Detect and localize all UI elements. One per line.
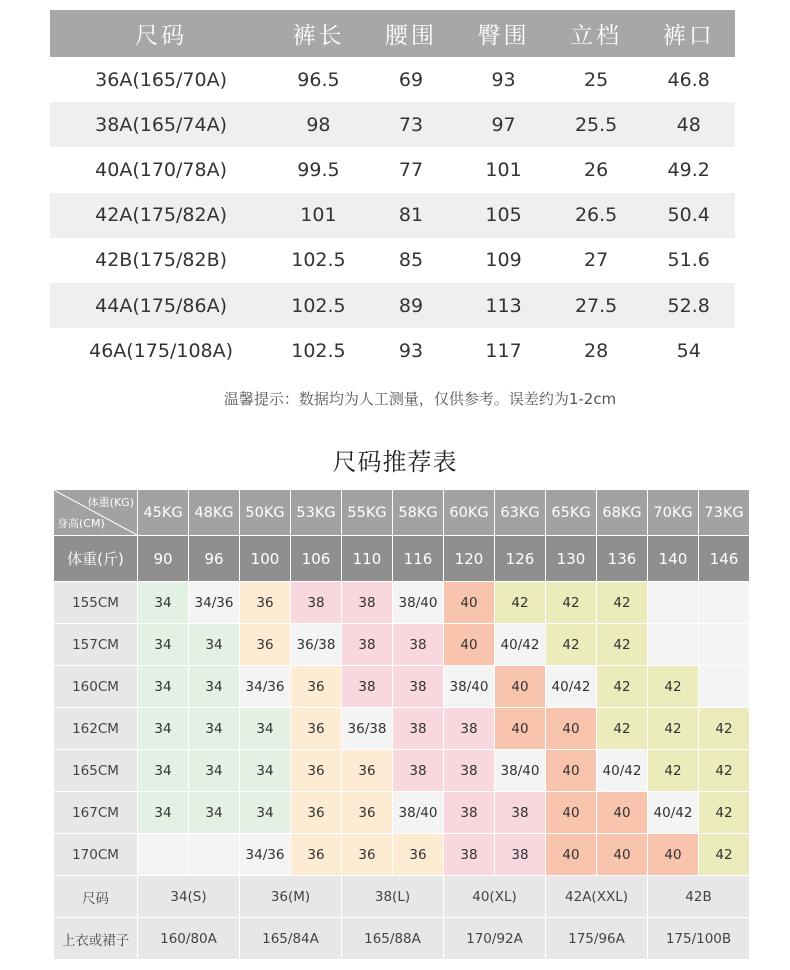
weight-jin-header: 100 bbox=[240, 536, 290, 581]
recommended-size-cell: 42 bbox=[699, 792, 749, 833]
weight-kg-header: 63KG bbox=[495, 490, 545, 535]
size-table-cell: 42B(175/82B) bbox=[95, 249, 228, 272]
size-table-cell: 42A(175/82A) bbox=[50, 193, 272, 238]
recommended-size-cell: 34 bbox=[189, 624, 239, 665]
recommended-size-cell: 38 bbox=[393, 624, 443, 665]
height-label: 155CM bbox=[54, 582, 137, 623]
recommended-size-cell: 34 bbox=[138, 666, 188, 707]
recommended-size-cell: 38 bbox=[393, 750, 443, 791]
recommended-size-cell: 34 bbox=[138, 708, 188, 749]
top-size-cell: 175/100B bbox=[648, 918, 749, 959]
recommended-size-cell: 42 bbox=[648, 708, 698, 749]
recommended-size-cell: 42 bbox=[546, 624, 596, 665]
recommended-size-cell: 34 bbox=[189, 750, 239, 791]
recommended-size-cell: 40/42 bbox=[597, 750, 647, 791]
recommended-size-cell: 36 bbox=[240, 624, 290, 665]
size-table-cell: 27.5 bbox=[550, 283, 643, 328]
size-table-cell: 27 bbox=[584, 249, 609, 272]
corner-weight-label: 体重(KG) bbox=[87, 496, 134, 509]
corner-header-cell bbox=[54, 490, 137, 535]
corner-height-label: 身高(CM) bbox=[57, 517, 105, 530]
weight-jin-header: 126 bbox=[495, 536, 545, 581]
size-table-cell: 102.5 bbox=[291, 339, 346, 362]
weight-kg-header: 68KG bbox=[597, 490, 647, 535]
weight-jin-label: 体重(斤) bbox=[54, 536, 137, 581]
recommended-size-cell: 36 bbox=[240, 582, 290, 623]
top-size-cell: 170/92A bbox=[444, 918, 545, 959]
recommended-size-cell bbox=[648, 582, 698, 623]
top-size-cell: 175/96A bbox=[546, 918, 647, 959]
recommended-size-cell: 40/42 bbox=[495, 624, 545, 665]
header-hip: 臀围 bbox=[457, 10, 550, 57]
size-table-header-row bbox=[50, 10, 735, 57]
weight-kg-header: 60KG bbox=[444, 490, 494, 535]
recommended-size-cell: 42 bbox=[597, 708, 647, 749]
weight-jin-header: 116 bbox=[393, 536, 443, 581]
height-label: 160CM bbox=[54, 666, 137, 707]
size-table-cell: 46A(175/108A) bbox=[89, 339, 234, 362]
weight-kg-header: 53KG bbox=[291, 490, 341, 535]
height-label: 167CM bbox=[54, 792, 137, 833]
size-recommendation-grid bbox=[54, 490, 749, 959]
top-size-cell: 165/84A bbox=[240, 918, 341, 959]
size-table-cell: 51.6 bbox=[667, 249, 710, 272]
size-table-cell: 101 bbox=[485, 158, 522, 181]
recommended-size-cell: 34/36 bbox=[240, 666, 290, 707]
size-table-row bbox=[50, 238, 735, 283]
size-table-cell: 98 bbox=[272, 102, 365, 147]
recommended-size-cell: 40 bbox=[546, 792, 596, 833]
size-table-cell: 52.8 bbox=[642, 283, 735, 328]
recommended-size-cell bbox=[648, 624, 698, 665]
recommended-size-cell: 36/38 bbox=[291, 624, 341, 665]
recommended-size-cell: 40 bbox=[495, 666, 545, 707]
recommended-size-cell: 38/40 bbox=[444, 666, 494, 707]
recommended-size-cell: 34 bbox=[240, 708, 290, 749]
height-label: 162CM bbox=[54, 708, 137, 749]
recommended-size-cell: 42 bbox=[495, 582, 545, 623]
recommended-size-cell: 38/40 bbox=[393, 582, 443, 623]
weight-kg-header: 55KG bbox=[342, 490, 392, 535]
weight-jin-header: 120 bbox=[444, 536, 494, 581]
size-table-cell: 36A(165/70A) bbox=[95, 68, 227, 91]
recommended-size-cell: 36 bbox=[291, 666, 341, 707]
header-pant-length: 裤长 bbox=[272, 10, 365, 57]
recommended-size-cell: 40 bbox=[444, 582, 494, 623]
recommended-size-cell: 38 bbox=[495, 792, 545, 833]
size-group-cell: 38(L) bbox=[342, 876, 443, 917]
size-group-cell: 42A(XXL) bbox=[546, 876, 647, 917]
weight-kg-header: 58KG bbox=[393, 490, 443, 535]
recommended-size-cell: 34 bbox=[240, 750, 290, 791]
recommended-size-cell: 40 bbox=[546, 708, 596, 749]
weight-jin-header: 146 bbox=[699, 536, 749, 581]
size-row-label: 尺码 bbox=[54, 876, 137, 917]
recommended-size-cell bbox=[699, 666, 749, 707]
size-group-cell: 36(M) bbox=[240, 876, 341, 917]
recommended-size-cell: 42 bbox=[546, 582, 596, 623]
recommended-size-cell: 36 bbox=[291, 792, 341, 833]
recommended-size-cell: 36 bbox=[393, 834, 443, 875]
recommended-size-cell: 34 bbox=[189, 666, 239, 707]
recommended-size-cell: 36 bbox=[291, 708, 341, 749]
recommended-size-cell bbox=[699, 624, 749, 665]
size-table-cell: 48 bbox=[642, 102, 735, 147]
size-table-cell: 99.5 bbox=[297, 158, 340, 181]
weight-jin-header: 110 bbox=[342, 536, 392, 581]
recommended-size-cell: 40 bbox=[648, 834, 698, 875]
size-table-row bbox=[50, 102, 735, 147]
size-table-cell: 102.5 bbox=[272, 283, 365, 328]
weight-jin-header: 136 bbox=[597, 536, 647, 581]
top-size-cell: 160/80A bbox=[138, 918, 239, 959]
size-table-cell: 25 bbox=[584, 68, 609, 91]
weight-kg-header: 70KG bbox=[648, 490, 698, 535]
size-table-cell: 73 bbox=[365, 102, 458, 147]
recommended-size-cell: 34/36 bbox=[240, 834, 290, 875]
size-table-cell: 28 bbox=[584, 339, 609, 362]
size-table-row bbox=[50, 328, 735, 373]
recommended-size-cell: 38 bbox=[342, 666, 392, 707]
weight-jin-header: 96 bbox=[189, 536, 239, 581]
recommended-size-cell: 36 bbox=[291, 750, 341, 791]
recommended-size-cell: 40/42 bbox=[546, 666, 596, 707]
size-table-cell: 93 bbox=[398, 339, 424, 362]
recommended-size-cell: 36 bbox=[342, 792, 392, 833]
weight-kg-header: 50KG bbox=[240, 490, 290, 535]
recommended-size-cell: 40 bbox=[597, 792, 647, 833]
recommended-size-cell: 42 bbox=[699, 834, 749, 875]
size-table-cell: 46.8 bbox=[667, 68, 710, 91]
recommended-size-cell: 34/36 bbox=[189, 582, 239, 623]
recommended-size-cell: 42 bbox=[699, 708, 749, 749]
recommended-size-cell: 34 bbox=[138, 582, 188, 623]
size-table-cell: 89 bbox=[365, 283, 458, 328]
recommended-size-cell: 42 bbox=[597, 582, 647, 623]
recommended-size-cell: 36/38 bbox=[342, 708, 392, 749]
measurement-note: 温馨提示：数据均为人工测量，仅供参考。误差约为1-2cm bbox=[223, 390, 617, 408]
recommended-size-cell: 38 bbox=[444, 792, 494, 833]
size-table-cell: 54 bbox=[676, 339, 701, 362]
height-label: 165CM bbox=[54, 750, 137, 791]
top-size-cell: 165/88A bbox=[342, 918, 443, 959]
recommended-size-cell: 34 bbox=[138, 750, 188, 791]
recommended-size-cell: 42 bbox=[648, 666, 698, 707]
size-table-cell: 109 bbox=[485, 249, 522, 272]
size-table-row bbox=[50, 57, 735, 102]
recommended-size-cell: 40 bbox=[597, 834, 647, 875]
size-table-cell: 85 bbox=[398, 249, 424, 272]
recommended-size-cell: 38 bbox=[444, 834, 494, 875]
size-table-row bbox=[50, 193, 735, 238]
size-table-cell: 44A(175/86A) bbox=[50, 283, 272, 328]
recommended-size-cell: 38 bbox=[342, 582, 392, 623]
recommended-size-cell: 34 bbox=[240, 792, 290, 833]
height-label: 170CM bbox=[54, 834, 137, 875]
recommended-size-cell: 38 bbox=[393, 666, 443, 707]
size-table-cell: 113 bbox=[457, 283, 550, 328]
recommended-size-cell: 42 bbox=[597, 624, 647, 665]
recommended-size-cell: 38/40 bbox=[393, 792, 443, 833]
recommended-size-cell: 36 bbox=[342, 834, 392, 875]
recommended-size-cell bbox=[189, 834, 239, 875]
header-rise: 立档 bbox=[550, 10, 643, 57]
recommendation-title: 尺码推荐表 bbox=[332, 448, 458, 476]
recommended-size-cell: 38 bbox=[495, 834, 545, 875]
size-table-row bbox=[50, 283, 735, 328]
size-table-cell: 25.5 bbox=[550, 102, 643, 147]
header-waist: 腰围 bbox=[365, 10, 458, 57]
size-table-cell: 93 bbox=[491, 68, 516, 91]
recommended-size-cell: 38 bbox=[342, 624, 392, 665]
size-table-cell: 26 bbox=[584, 158, 609, 181]
size-table-cell: 38A(165/74A) bbox=[50, 102, 272, 147]
size-group-cell: 40(XL) bbox=[444, 876, 545, 917]
size-table-cell: 40A(170/78A) bbox=[95, 158, 227, 181]
weight-kg-header: 65KG bbox=[546, 490, 596, 535]
recommended-size-cell: 38 bbox=[444, 750, 494, 791]
size-table-cell: 105 bbox=[457, 193, 550, 238]
recommended-size-cell: 38 bbox=[291, 582, 341, 623]
size-table-cell: 117 bbox=[485, 339, 522, 362]
recommended-size-cell: 36 bbox=[291, 834, 341, 875]
size-table-cell: 81 bbox=[365, 193, 458, 238]
size-table-cell: 101 bbox=[272, 193, 365, 238]
size-table-cell: 49.2 bbox=[667, 158, 710, 181]
recommended-size-cell: 38/40 bbox=[495, 750, 545, 791]
height-label: 157CM bbox=[54, 624, 137, 665]
weight-kg-header: 45KG bbox=[138, 490, 188, 535]
top-row-label: 上衣或裙子 bbox=[54, 918, 137, 959]
header-leg-opening: 裤口 bbox=[642, 10, 735, 57]
recommended-size-cell: 42 bbox=[648, 750, 698, 791]
header-size: 尺码 bbox=[50, 10, 272, 57]
weight-kg-header: 73KG bbox=[699, 490, 749, 535]
size-table-cell: 97 bbox=[457, 102, 550, 147]
size-table-cell: 96.5 bbox=[297, 68, 340, 91]
size-table-cell: 26.5 bbox=[550, 193, 643, 238]
recommended-size-cell: 40 bbox=[546, 750, 596, 791]
recommended-size-cell: 42 bbox=[597, 666, 647, 707]
recommended-size-cell: 40/42 bbox=[648, 792, 698, 833]
recommended-size-cell: 40 bbox=[546, 834, 596, 875]
weight-jin-header: 140 bbox=[648, 536, 698, 581]
recommended-size-cell: 40 bbox=[495, 708, 545, 749]
weight-kg-header: 48KG bbox=[189, 490, 239, 535]
weight-jin-header: 130 bbox=[546, 536, 596, 581]
recommended-size-cell: 34 bbox=[138, 624, 188, 665]
weight-jin-header: 90 bbox=[138, 536, 188, 581]
size-measurement-table bbox=[50, 10, 735, 373]
recommended-size-cell: 34 bbox=[138, 792, 188, 833]
recommended-size-cell: 34 bbox=[189, 792, 239, 833]
recommended-size-cell: 42 bbox=[699, 750, 749, 791]
recommended-size-cell bbox=[699, 582, 749, 623]
weight-jin-header: 106 bbox=[291, 536, 341, 581]
size-table-row bbox=[50, 147, 735, 192]
size-group-cell: 42B bbox=[648, 876, 749, 917]
size-table-cell: 102.5 bbox=[291, 249, 346, 272]
recommended-size-cell: 40 bbox=[444, 624, 494, 665]
size-group-cell: 34(S) bbox=[138, 876, 239, 917]
size-table-cell: 69 bbox=[398, 68, 424, 91]
recommended-size-cell: 38 bbox=[444, 708, 494, 749]
recommended-size-cell: 38 bbox=[393, 708, 443, 749]
recommended-size-cell: 34 bbox=[189, 708, 239, 749]
size-table-cell: 77 bbox=[398, 158, 424, 181]
recommended-size-cell bbox=[138, 834, 188, 875]
size-table-cell: 50.4 bbox=[642, 193, 735, 238]
recommended-size-cell: 36 bbox=[342, 750, 392, 791]
